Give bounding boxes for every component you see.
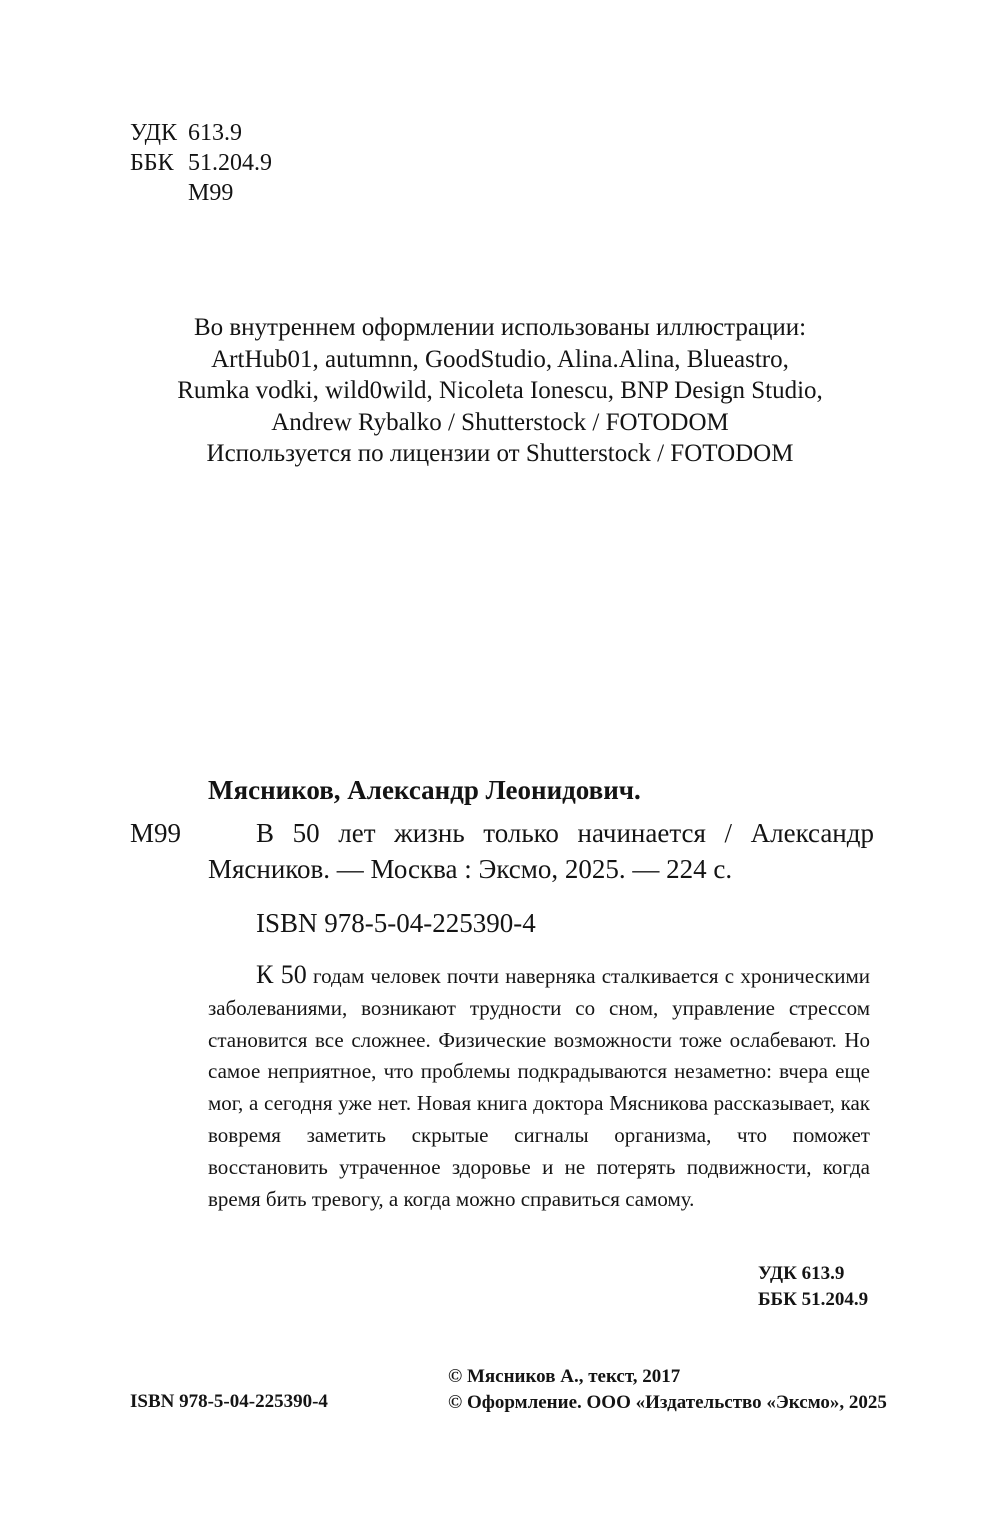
credit-line: Во внутреннем оформлении использованы иллюстрации: — [193, 314, 807, 341]
catalog-title-statement: В 50 лет жизнь только начинается / Александр Мясников. — Москва : Эксмо, 2025. — 224 с. — [208, 818, 874, 884]
catalog-cutter-code: М99 — [130, 818, 182, 848]
annotation-text: годам человек почти наверняка сталкивается с хроническими заболеваниями, возникают трудности со сном, управление стрессом становится все сложнее. Физические возможности тоже ослабевают. Но самое неприятное, что проблемы подкрадываются незаметно: вчера еще мог, а сегодня уже нет. Новая книга доктора Мясникова рассказывает, как вовремя заметить скрытые сигналы организма, что поможет восстановить утраченное здоровье и не потерять подвижности, когда время бить тревогу, а когда можно справиться самому. — [208, 964, 870, 1211]
udk-value: 613.9 — [188, 120, 242, 146]
credit-line: Andrew Rybalko / Shutterstock / FOTODOM — [271, 408, 729, 436]
bbk-label: ББК — [130, 150, 174, 176]
author-cutter-code: М99 — [188, 180, 234, 206]
udk-row — [130, 118, 272, 148]
bbk-value: 51.204.9 — [188, 150, 272, 176]
catalog-author-heading: Мясников, Александр Леонидович. — [208, 775, 641, 805]
credit-line: Rumka vodki, wild0wild, Nicoleta Ionescu, BNP Design Studio, — [177, 377, 823, 404]
credit-line: ArtHub01, autumnn, GoodStudio, Alina.Alina, Blueastro, — [211, 345, 789, 373]
copyright-text-line: © Мясников А., текст, 2017 — [448, 1366, 681, 1387]
copyright-notices — [448, 1364, 887, 1416]
classification-bottom — [758, 1261, 868, 1313]
annotation-lead: К 50 — [256, 960, 307, 989]
udk-bottom: УДК 613.9 — [758, 1263, 845, 1284]
credit-line: Используется по лицензии от Shutterstock / FOTODOM — [206, 440, 794, 467]
bbk-bottom: ББК 51.204.9 — [758, 1289, 869, 1310]
classification-top — [130, 118, 272, 208]
catalog-isbn: ISBN 978-5-04-225390-4 — [256, 908, 536, 938]
bbk-row — [130, 148, 272, 178]
udk-label: УДК — [130, 120, 177, 146]
copyright-design-line: © Оформление. ООО «Издательство «Эксмо», 2025 — [448, 1392, 887, 1413]
book-annotation — [208, 959, 870, 1215]
illustrations-credit — [0, 312, 1000, 470]
isbn-bottom: ISBN 978-5-04-225390-4 — [130, 1391, 328, 1412]
